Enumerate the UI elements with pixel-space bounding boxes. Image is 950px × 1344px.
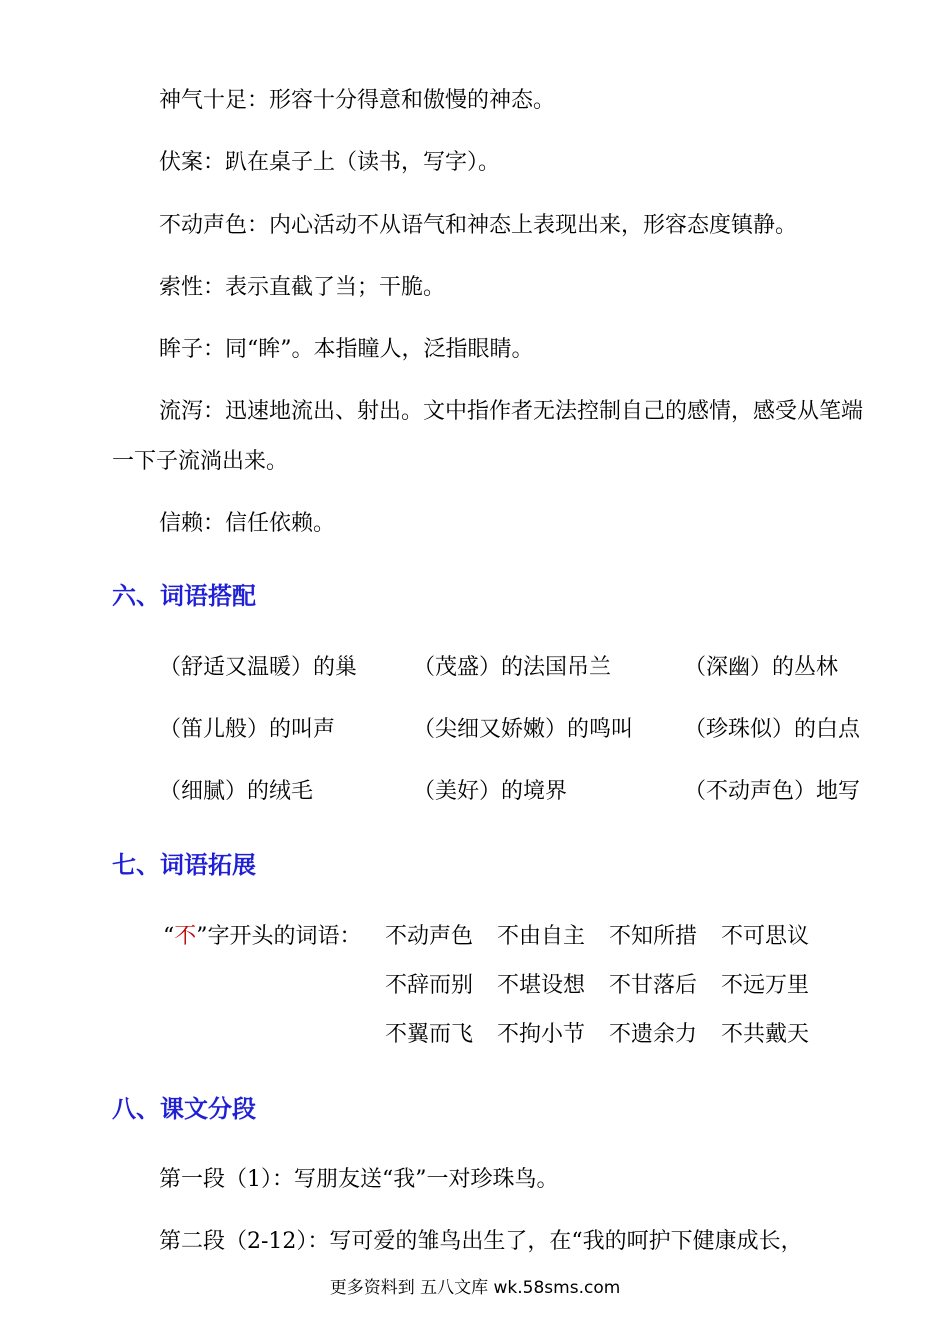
word-item: 不动声色 (385, 924, 474, 949)
highlight-char: 不 (174, 924, 197, 949)
collocation-item: （细腻）的绒毛 (159, 779, 314, 804)
open-quote: “ (163, 924, 175, 949)
collocation-item: （不动声色）地写 (684, 779, 861, 804)
definition-line: 眸子：同“眸”。本指瞳人，泛指眼睛。 (159, 337, 534, 362)
collocation-item: （美好）的境界 (413, 779, 568, 804)
definition-line: 流泻：迅速地流出、射出。文中指作者无法控制自己的感情，感受从笔端 (159, 399, 864, 424)
section-heading-text-sections: 八、课文分段 (112, 1095, 256, 1123)
word-item: 不远万里 (721, 973, 810, 998)
section-heading-collocation: 六、词语搭配 (112, 582, 256, 610)
definition-line: 不动声色：内心活动不从语气和神态上表现出来，形容态度镇静。 (159, 213, 798, 238)
word-item: 不遗余力 (609, 1022, 698, 1047)
collocation-item: （珍珠似）的白点 (684, 717, 861, 742)
word-item: 不可思议 (721, 924, 810, 949)
word-extension-row (385, 922, 833, 952)
collocation-item: （尖细又娇嫩）的鸣叫 (413, 717, 634, 742)
word-item: 不由自主 (497, 924, 586, 949)
definition-line: 神气十足：形容十分得意和傲慢的神态。 (159, 88, 556, 113)
word-item: 不翼而飞 (385, 1022, 474, 1047)
word-extension-row (385, 971, 833, 1001)
collocation-item: （茂盛）的法国吊兰 (413, 655, 612, 680)
collocation-item: （笛儿般）的叫声 (159, 717, 336, 742)
definition-line-continued: 一下子流淌出来。 (112, 449, 289, 474)
word-item: 不知所措 (609, 924, 698, 949)
prefix-label: ”字开头的词语： (196, 924, 362, 949)
page-footer: 更多资料到 五八文库 wk.58sms.com (329, 1278, 621, 1298)
word-item: 不甘落后 (609, 973, 698, 998)
collocation-item: （舒适又温暖）的巢 (159, 655, 358, 680)
word-item: 不共戴天 (721, 1022, 810, 1047)
word-extension-row (385, 1020, 833, 1050)
word-item: 不堪设想 (497, 973, 586, 998)
section-paragraph: 第二段（2-12）：写可爱的雏鸟出生了，在“我的呵护下健康成长， (159, 1229, 803, 1254)
word-extension-prefix (163, 922, 362, 952)
definition-line: 伏案：趴在桌子上（读书，写字）。 (159, 150, 501, 175)
word-item: 不拘小节 (497, 1022, 586, 1047)
word-item: 不辞而别 (385, 973, 474, 998)
section-heading-word-extension: 七、词语拓展 (112, 851, 256, 879)
definition-line: 索性：表示直截了当；干脆。 (159, 275, 446, 300)
section-paragraph: 第一段（1）：写朋友送“我”一对珍珠鸟。 (159, 1167, 559, 1192)
collocation-item: （深幽）的丛林 (684, 655, 839, 680)
definition-line: 信赖：信任依赖。 (159, 511, 336, 536)
